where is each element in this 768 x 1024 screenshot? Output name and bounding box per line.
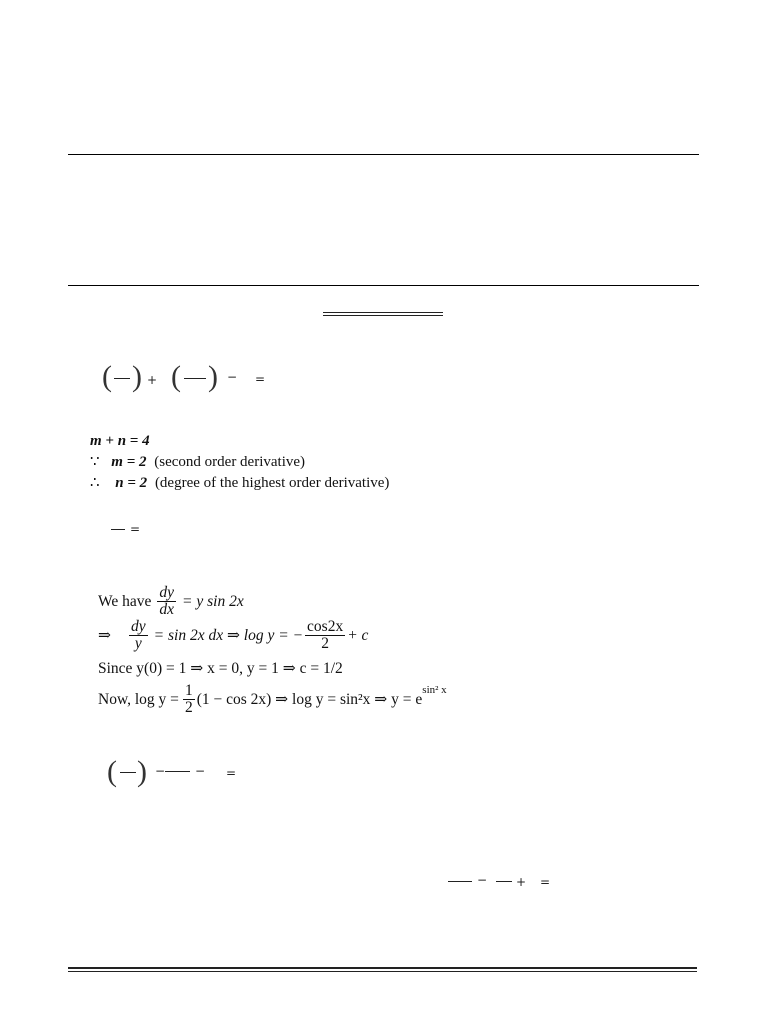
solution-line-4 [98, 683, 447, 716]
exponent: sin² x [422, 684, 447, 696]
right-paren: ) [137, 755, 147, 788]
sum-of-order-and-degree: m + n = 4 [90, 433, 150, 449]
fraction-denominator: y [134, 635, 142, 652]
fraction-bar [448, 881, 472, 882]
separated-equation: = sin 2x dx ⇒ log y = − [153, 626, 304, 644]
ode-rhs: = y sin 2x [182, 592, 244, 610]
degree-note: (degree of the highest order derivative) [154, 475, 390, 491]
minus-sign: − [155, 764, 166, 778]
fraction-bar [111, 529, 125, 530]
final-solution: (1 − cos 2x) ⇒ log y = sin²x ⇒ y = e [196, 690, 423, 708]
header-top-rule [68, 154, 699, 155]
header-bottom-rule [68, 285, 699, 286]
left-paren: ( [102, 360, 112, 393]
right-paren: ) [132, 360, 142, 393]
plus-constant: + c [347, 626, 369, 644]
footer-double-rule [68, 967, 697, 972]
fraction-bar [114, 378, 130, 379]
fraction-numerator: cos2x [307, 618, 344, 635]
fraction-bar [496, 881, 512, 882]
plus-sign: + [516, 875, 527, 889]
degree-equation: n = 2 [115, 475, 148, 491]
answer-line-2 [90, 453, 305, 471]
cos-fraction [305, 619, 345, 652]
fraction-denominator: dx [159, 601, 175, 618]
equals-sign: = [540, 875, 551, 889]
equals-sign: = [255, 372, 266, 386]
half-fraction [183, 683, 195, 716]
dy-y-fraction [129, 619, 148, 652]
therefore-symbol: ∴ [90, 475, 100, 491]
equals-sign: = [130, 522, 141, 536]
answer-line-3 [90, 474, 389, 492]
fraction-denominator: 2 [321, 635, 329, 652]
answer-line-1 [90, 432, 150, 450]
solution-line-1 [98, 585, 244, 618]
title-double-underline [323, 312, 443, 316]
minus-sign: − [227, 370, 238, 384]
left-paren: ( [107, 755, 117, 788]
order-equation: m = 2 [111, 454, 147, 470]
fraction-numerator: 1 [184, 682, 193, 699]
right-paren: ) [208, 360, 218, 393]
because-symbol: ∵ [90, 454, 100, 470]
implies-arrow: ⇒ [98, 626, 111, 644]
left-paren: ( [171, 360, 181, 393]
fraction-bar [165, 771, 190, 772]
order-note: (second order derivative) [154, 454, 306, 470]
fraction-denominator: 2 [184, 699, 193, 716]
we-have-text: We have [98, 592, 152, 610]
fraction-numerator: dy [159, 584, 175, 601]
solution-line-3 [98, 660, 343, 678]
minus-sign: − [477, 873, 488, 887]
solution-line-2 [98, 619, 368, 652]
now-log-text: Now, log y = [98, 690, 179, 708]
plus-sign: + [147, 373, 158, 387]
dy-dx-fraction [157, 585, 176, 618]
fraction-bar [184, 378, 206, 379]
fraction-numerator: dy [131, 618, 146, 635]
minus-sign: − [195, 764, 206, 778]
equals-sign: = [226, 766, 237, 780]
initial-condition-text: Since y(0) = 1 ⇒ x = 0, y = 1 ⇒ c = 1/2 [98, 660, 343, 677]
fraction-bar [120, 772, 136, 773]
